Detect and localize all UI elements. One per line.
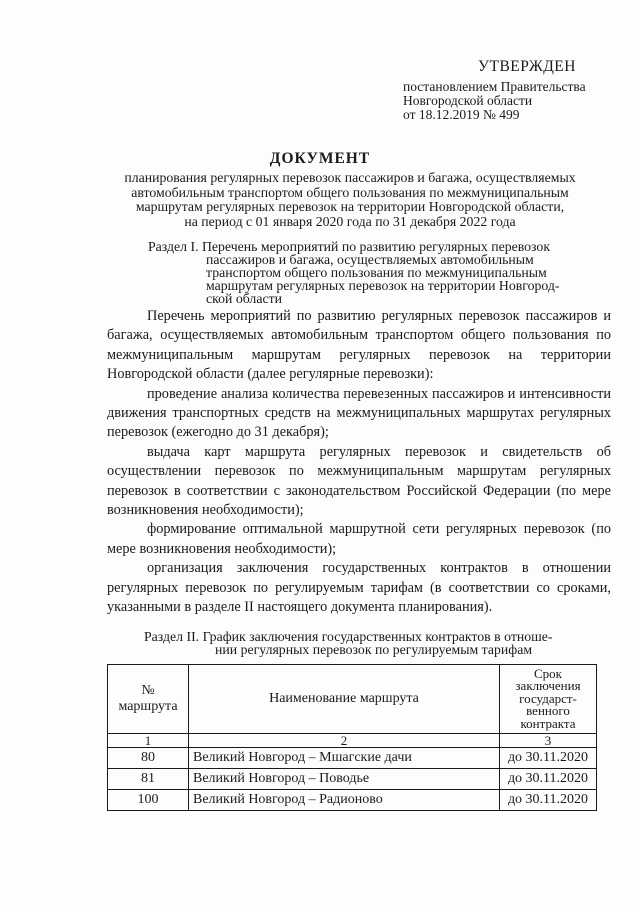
section1-body [107, 307, 611, 618]
paragraph: Перечень мероприятий по развитию регулярных перевозок пассажиров и багажа, осуществляемых автомобильным транспортом общего пользования по межмуниципальным маршрутам регулярных перевозок на территории Новгородской области (далее регулярные перевозки): [107, 308, 611, 383]
paragraph: формирование оптимальной маршрутной сети регулярных перевозок (по мере возникновения необходимости); [107, 521, 611, 557]
table-row [108, 790, 597, 811]
document-subtitle [100, 171, 600, 229]
paragraph: проведение анализа количества перевезенных пассажиров и интенсивности движения транспортных средств на межмуниципальных маршрутах регулярных перевозок (ежегодно до 31 декабря); [107, 385, 611, 441]
route-number: 80 [108, 748, 189, 769]
approval-line: от 18.12.2019 № 499 [403, 107, 520, 122]
column-number: 2 [189, 734, 500, 748]
route-name: Великий Новгород – Поводье [189, 769, 500, 790]
subtitle-line: маршрутам регулярных перевозок на территории Новгородской области, [135, 199, 565, 214]
column-number: 3 [500, 734, 597, 748]
document-title: ДОКУМЕНТ [269, 150, 371, 167]
contract-deadline: до 30.11.2020 [500, 748, 597, 769]
subtitle-line: на период с 01 января 2020 года по 31 декабря 2022 года [184, 213, 516, 229]
route-number: 81 [108, 769, 189, 790]
section1-heading-line: маршрутам регулярных перевозок на территории Новгород- [206, 278, 560, 293]
contract-deadline: до 30.11.2020 [500, 790, 597, 811]
header-contract-deadline: Срок заключения государст-венного контракта [500, 665, 597, 734]
routes-table [107, 664, 597, 811]
section2-heading [144, 630, 614, 656]
approval-line: постановлением Правительства [403, 79, 586, 94]
section1-heading-line: пассажиров и багажа, осуществляемых автомобильным [206, 252, 534, 267]
section1-heading-line: транспортом общего пользования по межмуниципальным [206, 265, 547, 280]
approval-block [403, 80, 586, 122]
route-number: 100 [108, 790, 189, 811]
route-name: Великий Новгород – Радионово [189, 790, 500, 811]
approval-line: Новгородской области [403, 93, 533, 108]
table-column-numbers-row [108, 734, 597, 748]
subtitle-line: планирования регулярных перевозок пассажиров и багажа, осуществляемых [124, 170, 576, 185]
table-row [108, 748, 597, 769]
paragraph: организация заключения государственных контрактов в отношении регулярных перевозок по регулируемым тарифам (в соответствии со сроками, указанными в разделе II настоящего документа планирования). [107, 560, 611, 616]
table-row [108, 769, 597, 790]
subtitle-line: автомобильным транспортом общего пользования по межмуниципальным [131, 184, 569, 200]
route-name: Великий Новгород – Мшагские дачи [189, 748, 500, 769]
contract-deadline: до 30.11.2020 [500, 769, 597, 790]
header-route-number: № маршрута [108, 665, 189, 734]
section1-heading-line: Раздел I. Перечень мероприятий по развитию регулярных перевозок [148, 239, 551, 254]
column-number: 1 [108, 734, 189, 748]
header-route-name: Наименование маршрута [189, 665, 500, 734]
approval-label: УТВЕРЖДЕН [478, 58, 576, 75]
paragraph: выдача карт маршрута регулярных перевозок и свидетельств об осуществлении перевозок по межмуниципальным маршрутам регулярных перевозок в соответствии с законодательством Российской Федерации (по мере возникновения необходимости); [107, 443, 611, 519]
table-header-row [108, 665, 597, 734]
section2-heading-line: нии регулярных перевозок по регулируемым тарифам [215, 642, 533, 657]
section1-heading-line: ской области [206, 291, 282, 306]
section1-heading [148, 240, 608, 305]
section2-heading-line: Раздел II. График заключения государственных контрактов в отноше- [144, 629, 553, 644]
